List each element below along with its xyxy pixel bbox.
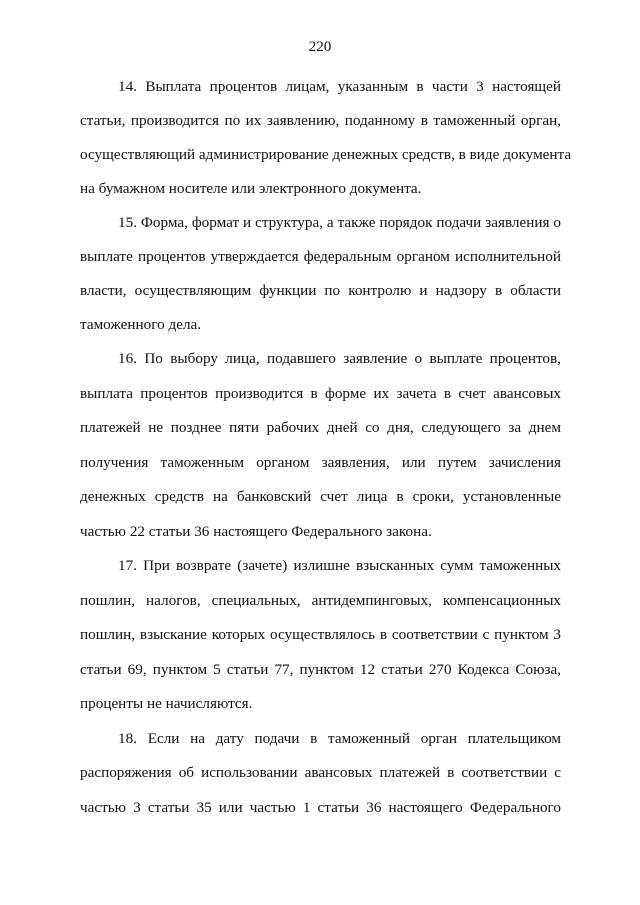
paragraph-17-line: 17. При возврате (зачете) излишне взысканных сумм таможенных: [118, 557, 561, 574]
paragraph-16-line: платежей не позднее пяти рабочих дней со дня, следующего за днем: [80, 419, 561, 436]
paragraph-15-line: 15. Форма, формат и структура, а также порядок подачи заявления о: [118, 214, 561, 231]
paragraph-18-line: частью 3 статьи 35 или частью 1 статьи 36 настоящего Федерального: [80, 799, 561, 816]
paragraph-15-line: выплате процентов утверждается федеральным органом исполнительной: [80, 248, 561, 265]
page-number: 220: [308, 38, 332, 55]
paragraph-17-line: статьи 69, пунктом 5 статьи 77, пунктом 12 статьи 270 Кодекса Союза,: [80, 661, 561, 678]
paragraph-16-line: 16. По выбору лица, подавшего заявление о выплате процентов,: [118, 350, 561, 367]
paragraph-16-line: частью 22 статьи 36 настоящего Федерального закона.: [80, 523, 432, 540]
paragraph-18-line: распоряжения об использовании авансовых платежей в соответствии с: [80, 764, 561, 781]
paragraph-14-line: 14. Выплата процентов лицам, указанным в части 3 настоящей: [118, 78, 561, 95]
paragraph-14-line: на бумажном носителе или электронного документа.: [80, 180, 422, 197]
paragraph-16-line: получения таможенным органом заявления, или путем зачисления: [80, 454, 561, 471]
paragraph-15-line: власти, осуществляющим функции по контролю и надзору в области: [80, 282, 561, 299]
paragraph-18-line: 18. Если на дату подачи в таможенный орган плательщиком: [118, 730, 561, 747]
paragraph-17-line: пошлин, взыскание которых осуществлялось в соответствии с пунктом 3: [80, 626, 561, 643]
paragraph-14-line: статьи, производится по их заявлению, поданному в таможенный орган,: [80, 112, 561, 129]
paragraph-17-line: пошлин, налогов, специальных, антидемпинговых, компенсационных: [80, 592, 561, 609]
paragraph-16-line: денежных средств на банковский счет лица в сроки, установленные: [80, 488, 561, 505]
paragraph-17-line: проценты не начисляются.: [80, 695, 253, 712]
paragraph-14-line: осуществляющий администрирование денежных средств, в виде документа: [80, 146, 572, 163]
paragraph-16-line: выплата процентов производится в форме их зачета в счет авансовых: [80, 385, 561, 402]
paragraph-15-line: таможенного дела.: [80, 316, 202, 333]
